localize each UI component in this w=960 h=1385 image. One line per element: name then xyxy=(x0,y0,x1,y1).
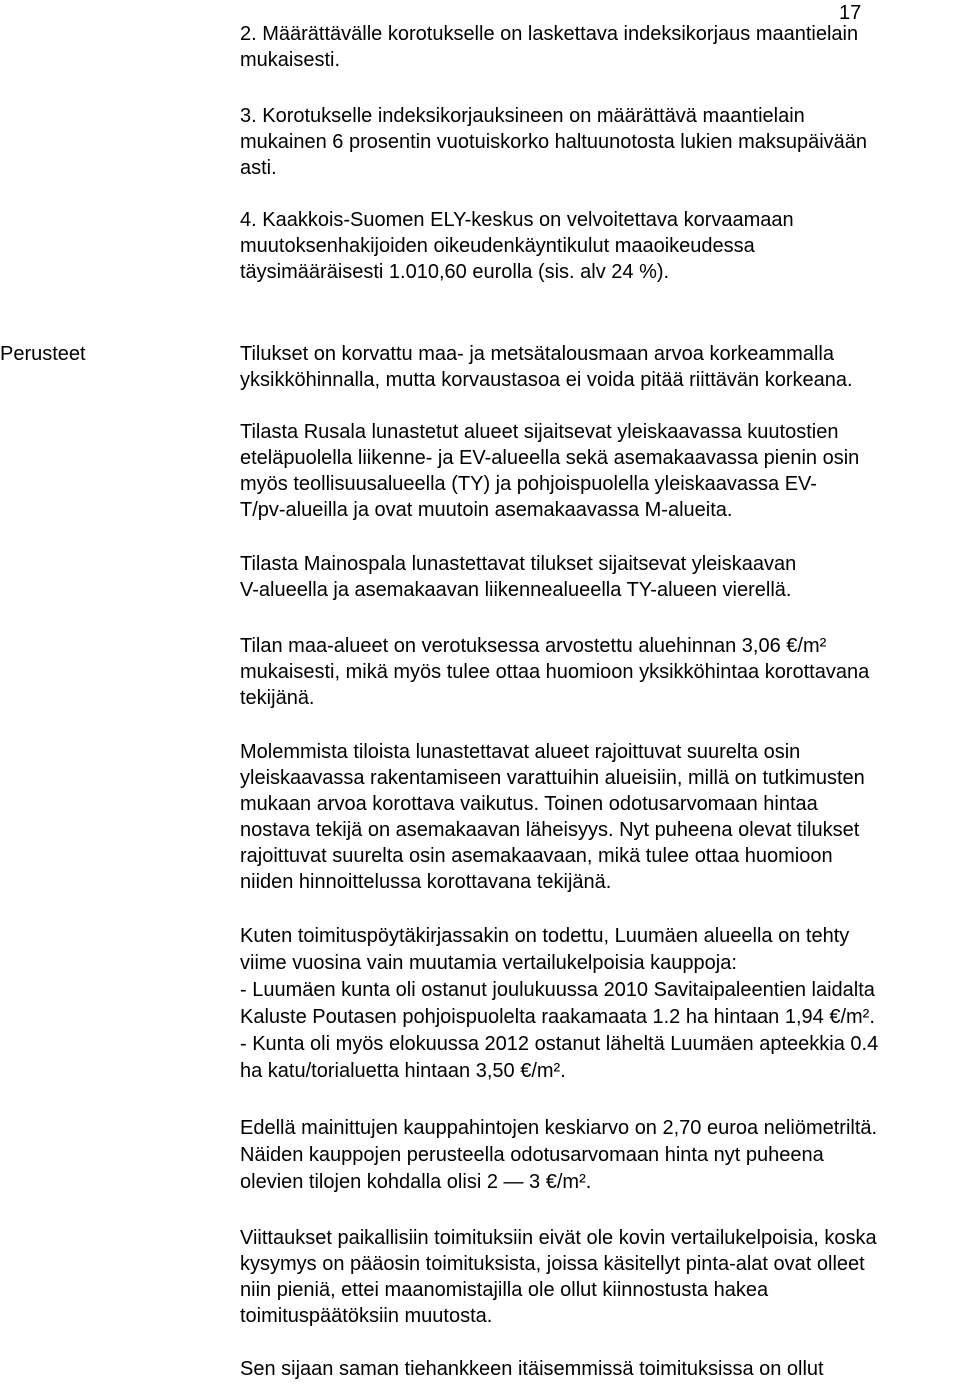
list-item-4 xyxy=(240,207,955,285)
paragraph-9 xyxy=(240,1356,955,1382)
paragraph-7 xyxy=(240,1115,955,1196)
text-line: - Luumäen kunta oli ostanut joulukuussa 2010 Savitaipaleentien laidalta xyxy=(240,979,875,1001)
text-line: mukaisesti, mikä myös tulee ottaa huomioon yksikköhintaa korottavana xyxy=(240,661,870,683)
text-line: - Kunta oli myös elokuussa 2012 ostanut läheltä Luumäen apteekkia 0.4 xyxy=(240,1033,879,1055)
text-line: nostava tekijä on asemakaavan läheisyys. Nyt puheena olevat tilukset xyxy=(240,819,860,841)
section-label: Perusteet xyxy=(0,343,86,365)
text-line: kysymys on pääosin toimituksista, joissa käsitellyt pinta-alat ovat olleet xyxy=(240,1253,865,1275)
paragraph-8 xyxy=(240,1225,955,1329)
text-line: Molemmista tiloista lunastettavat alueet rajoittuvat suurelta osin xyxy=(240,741,801,763)
text-line: 3. Korotukselle indeksikorjauksineen on määrättävä maantielain xyxy=(240,105,805,127)
text-line: Kuten toimituspöytäkirjassakin on todettu, Luumäen alueella on tehty xyxy=(240,925,850,947)
paragraph-4 xyxy=(240,633,955,711)
list-item-3 xyxy=(240,103,955,181)
text-line: täysimääräisesti 1.010,60 eurolla (sis. alv 24 %). xyxy=(240,261,670,283)
text-line: muutoksenhakijoiden oikeudenkäyntikulut maaoikeudessa xyxy=(240,235,755,257)
text-line: T/pv-alueilla ja ovat muutoin asemakaavassa M-alueita. xyxy=(240,499,733,521)
text-line: Kaluste Poutasen pohjoispuolelta raakamaata 1.2 ha hintaan 1,94 €/m². xyxy=(240,1006,875,1028)
text-line: Tilasta Rusala lunastetut alueet sijaitsevat yleiskaavassa kuutostien xyxy=(240,421,839,443)
paragraph-1 xyxy=(240,341,955,393)
text-line: yleiskaavassa rakentamiseen varattuihin alueisiin, millä on tutkimusten xyxy=(240,767,865,789)
text-line: mukaisesti. xyxy=(240,49,341,71)
paragraph-5 xyxy=(240,739,955,895)
text-line: mukainen 6 prosentin vuotuiskorko haltuunotosta lukien maksupäivään xyxy=(240,131,868,153)
text-line: Tilan maa-alueet on verotuksessa arvostettu aluehinnan 3,06 €/m² xyxy=(240,635,827,657)
text-line: niiden hinnoittelussa korottavana tekijänä. xyxy=(240,871,612,893)
paragraph-6 xyxy=(240,923,955,1085)
text-line: yksikköhinnalla, mutta korvaustasoa ei voida pitää riittävän korkeana. xyxy=(240,369,853,391)
text-line: rajoittuvat suurelta osin asemakaavaan, mikä tulee ottaa huomioon xyxy=(240,845,833,867)
text-line: Viittaukset paikallisiin toimituksiin eivät ole kovin vertailukelpoisia, koska xyxy=(240,1227,877,1249)
paragraph-2 xyxy=(240,419,955,523)
text-line: Tilasta Mainospala lunastettavat tilukset sijaitsevat yleiskaavan xyxy=(240,553,797,575)
text-line: myös teollisuusalueella (TY) ja pohjoispuolella yleiskaavassa EV- xyxy=(240,473,817,495)
text-line: mukaan arvoa korottava vaikutus. Toinen odotusarvomaan hintaa xyxy=(240,793,818,815)
text-line: olevien tilojen kohdalla olisi 2 — 3 €/m². xyxy=(240,1171,592,1193)
list-item-2 xyxy=(240,21,955,73)
text-line: 2. Määrättävälle korotukselle on laskettava indeksikorjaus maantielain xyxy=(240,23,859,45)
text-line: Edellä mainittujen kauppahintojen keskiarvo on 2,70 euroa neliömetriltä. xyxy=(240,1117,878,1139)
text-line: Näiden kauppojen perusteella odotusarvomaan hinta nyt puheena xyxy=(240,1144,824,1166)
text-line: tekijänä. xyxy=(240,687,315,709)
text-line: eteläpuolella liikenne- ja EV-alueella sekä asemakaavassa pienin osin xyxy=(240,447,860,469)
text-line: viime vuosina vain muutamia vertailukelpoisia kauppoja: xyxy=(240,952,737,974)
text-line: toimituspäätöksiin muutosta. xyxy=(240,1305,493,1327)
text-line: Sen sijaan saman tiehankkeen itäisemmissä toimituksissa on ollut xyxy=(240,1358,824,1380)
text-line: ha katu/torialuetta hintaan 3,50 €/m². xyxy=(240,1060,566,1082)
text-line: niin pieniä, ettei maanomistajilla ole ollut kiinnostusta hakea xyxy=(240,1279,769,1301)
text-line: 4. Kaakkois-Suomen ELY-keskus on velvoitettava korvaamaan xyxy=(240,209,794,231)
paragraph-3 xyxy=(240,551,955,603)
text-line: V-alueella ja asemakaavan liikennealueella TY-alueen vierellä. xyxy=(240,579,792,601)
text-line: asti. xyxy=(240,157,277,179)
page-number: 17 xyxy=(839,2,862,24)
text-line: Tilukset on korvattu maa- ja metsätalousmaan arvoa korkeammalla xyxy=(240,343,834,365)
